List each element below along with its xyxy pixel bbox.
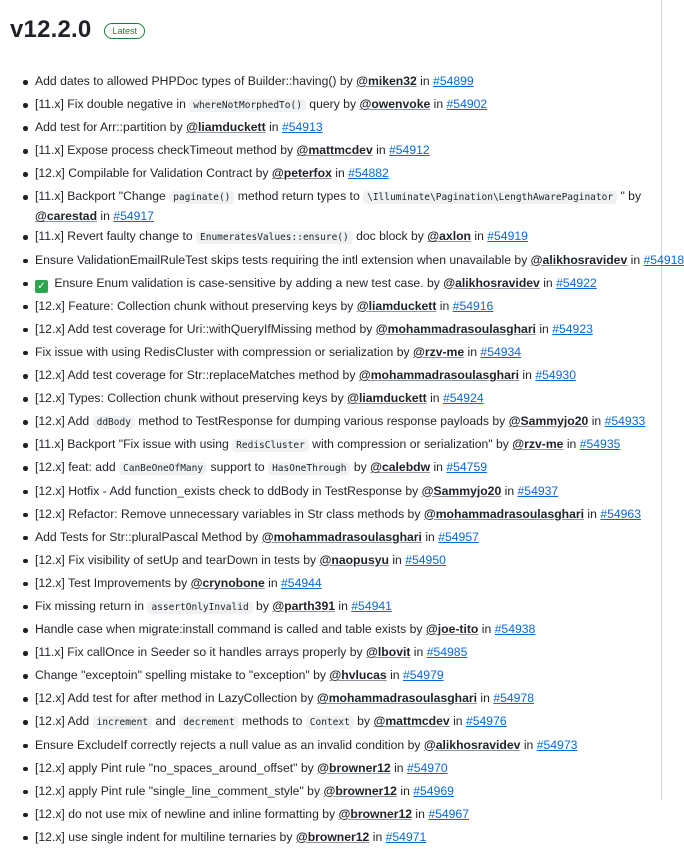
note-text: in xyxy=(388,552,406,567)
pull-request-link[interactable]: #54944 xyxy=(281,575,322,590)
inline-code: Context xyxy=(306,716,354,729)
pull-request-link[interactable]: #54759 xyxy=(446,460,488,475)
author-link[interactable]: @lbovit xyxy=(366,645,411,660)
pull-request-link[interactable]: #54902 xyxy=(446,97,488,112)
note-text: in xyxy=(331,166,349,181)
release-note-item xyxy=(20,341,650,364)
release-note-item xyxy=(20,618,650,641)
latest-badge: Latest xyxy=(104,23,145,39)
release-note-item xyxy=(20,641,650,664)
author-link[interactable]: @Sammyjo20 xyxy=(421,483,502,498)
author-link[interactable]: @owenvoke xyxy=(359,97,431,112)
author-link[interactable]: @axlon xyxy=(427,229,471,244)
note-text: in xyxy=(372,143,389,158)
note-text: in xyxy=(478,622,495,637)
inline-code: ddBody xyxy=(93,416,135,429)
author-link[interactable]: @mohammadrasoulasghari xyxy=(261,529,422,544)
note-text: methods to xyxy=(238,714,306,729)
author-link[interactable]: @hvlucas xyxy=(329,668,387,683)
release-note-item xyxy=(20,526,650,549)
inline-code: CanBeOneOfMany xyxy=(119,462,207,475)
pull-request-link[interactable]: #54913 xyxy=(281,120,323,135)
release-note-item xyxy=(20,734,650,757)
note-text: in xyxy=(430,97,447,112)
author-link[interactable]: @crynobone xyxy=(190,575,265,590)
pull-request-link[interactable]: #54922 xyxy=(556,275,597,290)
release-note-item xyxy=(20,410,650,433)
note-text: support to xyxy=(207,460,269,475)
note-text: in xyxy=(421,529,439,544)
note-text: in xyxy=(436,298,453,313)
note-text: in xyxy=(627,252,644,267)
note-text: [11.x] Fix double negative in xyxy=(35,97,190,112)
note-text: in xyxy=(520,737,537,752)
note-text: [12.x] Test Improvements by xyxy=(35,575,191,590)
author-link[interactable]: @mattmcdev xyxy=(296,143,373,158)
release-note-item xyxy=(20,433,650,456)
release-note-item xyxy=(20,70,650,93)
author-link[interactable]: @liamduckett xyxy=(356,298,437,313)
note-text: in xyxy=(430,460,447,475)
inline-code: EnumeratesValues::ensure() xyxy=(196,231,353,244)
release-note-item xyxy=(20,456,650,479)
note-text: [11.x] Backport "Fix issue with using xyxy=(35,437,233,452)
author-link[interactable]: @browner12 xyxy=(338,806,413,821)
inline-code: decrement xyxy=(179,716,238,729)
note-text: [12.x] Add test coverage for Str::replaceMatches method by xyxy=(35,368,359,383)
note-text: [12.x] Refactor: Remove unnecessary variables in Str class methods by xyxy=(35,506,424,521)
author-link[interactable]: @Sammyjo20 xyxy=(508,414,589,429)
release-note-item xyxy=(20,139,650,162)
release-note-item xyxy=(20,757,650,780)
note-text: in xyxy=(97,209,114,224)
pull-request-link[interactable]: #54963 xyxy=(600,506,641,521)
note-text: in xyxy=(390,760,407,775)
release-note-item xyxy=(20,549,650,572)
release-note-item xyxy=(20,387,650,410)
note-text: in xyxy=(335,598,352,613)
note-text: in xyxy=(264,575,282,590)
note-text: by xyxy=(353,714,374,729)
note-text: method return types to xyxy=(234,189,364,204)
note-text: [12.x] Add xyxy=(35,714,93,729)
author-link[interactable]: @calebdw xyxy=(370,460,431,475)
author-link[interactable]: @liamduckett xyxy=(347,391,427,406)
note-text: in xyxy=(412,806,429,821)
author-link[interactable]: @browner12 xyxy=(295,829,370,844)
author-link[interactable]: @mohammadrasoulasghari xyxy=(423,506,585,521)
pull-request-link[interactable]: #54938 xyxy=(494,622,536,637)
pull-request-link[interactable]: #54971 xyxy=(385,829,427,844)
pull-request-link[interactable]: #54950 xyxy=(405,552,446,567)
note-text: in xyxy=(449,714,466,729)
note-text: in xyxy=(396,783,414,798)
note-text: Add dates to allowed PHPDoc types of Builder::having() by xyxy=(35,74,357,88)
note-text: with compression or serialization" by xyxy=(308,437,513,452)
pull-request-link[interactable]: #54933 xyxy=(604,414,646,429)
pull-request-link[interactable]: #54919 xyxy=(487,229,528,244)
pull-request-link[interactable]: #54937 xyxy=(517,483,559,498)
author-link[interactable]: @miken32 xyxy=(356,74,417,88)
note-text: Ensure ExcludeIf correctly rejects a null value as an invalid condition by xyxy=(35,737,424,752)
note-text: [12.x] use single indent for multiline ternaries by xyxy=(35,829,296,844)
note-text: in xyxy=(410,645,427,660)
note-text: Fix missing return in xyxy=(35,598,148,613)
note-text: [12.x] Feature: Collection chunk without preserving keys by xyxy=(35,298,357,313)
note-text: in xyxy=(426,391,443,406)
note-text: in xyxy=(519,368,536,383)
inline-code: HasOneThrough xyxy=(268,462,350,475)
note-text: Ensure Enum validation is case-sensitive by adding a new test case. by xyxy=(51,275,444,290)
note-text: Add test for Arr::partition by xyxy=(35,120,187,135)
author-link[interactable]: @rzv-me xyxy=(512,437,564,452)
pull-request-link[interactable]: #54970 xyxy=(406,760,448,775)
note-text: Ensure ValidationEmailRuleTest skips tests requiring the intl extension when unavailable by xyxy=(35,252,531,267)
note-text: [12.x] Hotfix - Add function_exists check to ddBody in TestResponse by xyxy=(35,483,422,498)
note-text: [12.x] Types: Collection chunk without preserving keys by xyxy=(35,391,348,406)
release-note-item xyxy=(20,826,650,849)
note-text: method to TestResponse for dumping various response payloads by xyxy=(134,414,509,429)
release-note-item xyxy=(20,480,650,503)
pull-request-link[interactable]: #54934 xyxy=(480,344,522,359)
pull-request-link[interactable]: #54935 xyxy=(579,437,621,452)
author-link[interactable]: @browner12 xyxy=(323,783,397,798)
pull-request-link[interactable]: #54979 xyxy=(402,668,444,683)
note-text: and xyxy=(152,714,180,729)
note-text: query by xyxy=(305,97,360,112)
release-note-item xyxy=(20,503,650,526)
note-text: [12.x] Compilable for Validation Contract by xyxy=(35,166,272,181)
pull-request-link[interactable]: #54899 xyxy=(433,74,474,88)
pull-request-link[interactable]: #54957 xyxy=(438,529,479,544)
note-text: [11.x] Fix callOnce in Seeder so it handles arrays properly by xyxy=(35,645,367,660)
release-note-item xyxy=(20,803,650,826)
author-link[interactable]: @rzv-me xyxy=(412,344,465,359)
release-note-item xyxy=(20,295,650,318)
author-link[interactable]: @mattmcdev xyxy=(373,714,450,729)
release-note-item xyxy=(20,780,650,803)
note-text: [12.x] feat: add xyxy=(35,460,120,475)
note-text: " by xyxy=(617,189,642,204)
inline-code: increment xyxy=(93,716,152,729)
inline-code: \Illuminate\Pagination\LengthAwarePaginator xyxy=(363,191,617,204)
note-text: in xyxy=(539,275,557,290)
author-link[interactable]: @naopusyu xyxy=(319,552,389,567)
release-notes-list xyxy=(20,70,684,849)
pull-request-link[interactable]: #54924 xyxy=(442,391,484,406)
note-text: in xyxy=(470,229,488,244)
note-text: in xyxy=(464,344,481,359)
note-text: in xyxy=(535,321,553,336)
author-link[interactable]: @carestad xyxy=(35,209,98,224)
note-text: by xyxy=(350,460,371,475)
release-note-item xyxy=(20,249,684,272)
note-text: in xyxy=(477,691,494,706)
release-note-item xyxy=(20,93,650,116)
note-text: Fix issue with using RedisCluster with compression or serialization by xyxy=(35,344,413,359)
note-text: [12.x] apply Pint rule "single_line_comment_style" by xyxy=(35,783,324,798)
release-note-item xyxy=(20,710,650,733)
release-note-item xyxy=(20,185,650,225)
note-text: in xyxy=(386,668,403,683)
author-link[interactable]: @mohammadrasoulasghari xyxy=(375,321,536,336)
pull-request-link[interactable]: #54976 xyxy=(465,714,507,729)
author-link[interactable]: @liamduckett xyxy=(186,120,266,135)
pull-request-link[interactable]: #54916 xyxy=(452,298,494,313)
release-note-item xyxy=(20,318,650,341)
release-note-item xyxy=(20,272,650,295)
pull-request-link[interactable]: #54882 xyxy=(348,166,389,181)
note-text: by xyxy=(252,598,273,613)
note-text: in xyxy=(588,414,605,429)
note-text: in xyxy=(416,74,434,88)
author-link[interactable]: @mohammadrasoulasghari xyxy=(358,368,520,383)
note-text: doc block by xyxy=(352,229,428,244)
release-note-item xyxy=(20,225,650,248)
note-text: Add Tests for Str::pluralPascal Method by xyxy=(35,529,262,544)
release-note-item xyxy=(20,162,650,185)
note-text: [12.x] do not use mix of newline and inline formatting by xyxy=(35,806,339,821)
note-text: [12.x] apply Pint rule "no_spaces_around_offset" by xyxy=(35,760,318,775)
check-mark-icon: ✓ xyxy=(35,280,48,293)
author-link[interactable]: @mohammadrasoulasghari xyxy=(316,691,478,706)
note-text: [12.x] Add test coverage for Uri::withQueryIfMissing method by xyxy=(35,321,376,336)
note-text: Handle case when migrate:install command is called and table exists by xyxy=(35,622,426,637)
note-text: [12.x] Add test for after method in LazyCollection by xyxy=(35,691,317,706)
pull-request-link[interactable]: #54973 xyxy=(536,737,578,752)
release-note-item xyxy=(20,664,650,687)
pull-request-link[interactable]: #54969 xyxy=(413,783,454,798)
note-text: in xyxy=(501,483,518,498)
release-title[interactable]: v12.2.0 xyxy=(10,16,92,43)
author-link[interactable]: @alikhosravidev xyxy=(443,275,540,290)
note-text: in xyxy=(265,120,282,135)
pull-request-link[interactable]: #54930 xyxy=(535,368,576,383)
pull-request-link[interactable]: #54967 xyxy=(428,806,469,821)
pull-request-link[interactable]: #54917 xyxy=(113,209,154,224)
inline-code: assertOnlyInvalid xyxy=(147,601,252,614)
author-link[interactable]: @joe-tito xyxy=(425,622,479,637)
note-text: [11.x] Backport "Change xyxy=(35,189,170,204)
note-text: Change "exceptoin" spelling mistake to "exception" by xyxy=(35,668,330,683)
pull-request-link[interactable]: #54918 xyxy=(643,252,684,267)
note-text: in xyxy=(584,506,601,521)
note-text: in xyxy=(369,829,386,844)
inline-code: whereNotMorphedTo() xyxy=(189,99,306,112)
release-note-item xyxy=(20,116,650,139)
pull-request-link[interactable]: #54941 xyxy=(351,598,392,613)
pull-request-link[interactable]: #54978 xyxy=(493,691,534,706)
pull-request-link[interactable]: #54912 xyxy=(388,143,430,158)
note-text: [11.x] Expose process checkTimeout method by xyxy=(35,143,297,158)
pull-request-link[interactable]: #54985 xyxy=(426,645,468,660)
release-note-item xyxy=(20,572,650,595)
note-text: [12.x] Add xyxy=(35,414,93,429)
pull-request-link[interactable]: #54923 xyxy=(552,321,593,336)
release-note-item xyxy=(20,364,650,387)
release-note-item xyxy=(20,595,650,618)
author-link[interactable]: @peterfox xyxy=(271,166,332,181)
release-header xyxy=(10,14,145,46)
author-link[interactable]: @parth391 xyxy=(272,598,336,613)
inline-code: RedisCluster xyxy=(232,439,309,452)
note-text: [11.x] Revert faulty change to xyxy=(35,229,197,244)
author-link[interactable]: @browner12 xyxy=(317,760,391,775)
author-link[interactable]: @alikhosravidev xyxy=(423,737,521,752)
author-link[interactable]: @alikhosravidev xyxy=(530,252,628,267)
note-text: [12.x] Fix visibility of setUp and tearDown in tests by xyxy=(35,552,320,567)
note-text: in xyxy=(563,437,580,452)
inline-code: paginate() xyxy=(169,191,234,204)
release-note-item xyxy=(20,687,650,710)
